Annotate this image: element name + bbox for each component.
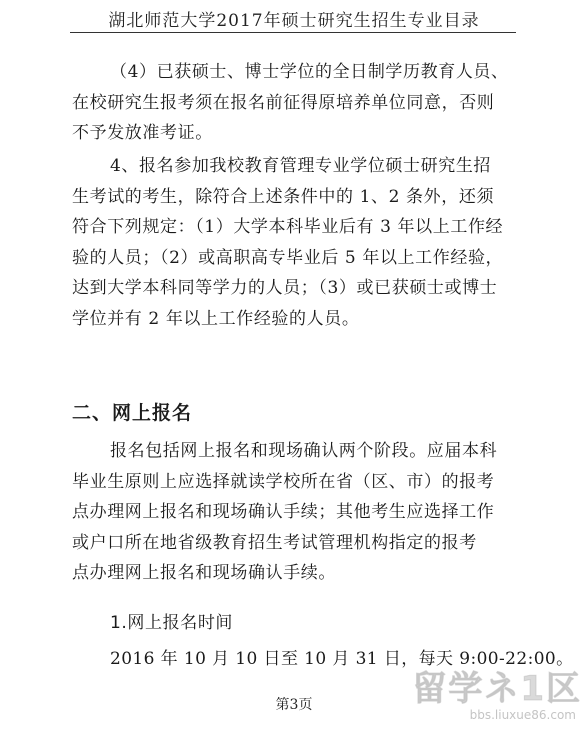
section-heading-online-registration: 二、网上报名 [72,402,193,424]
text-line: （4）已获硕士、博士学位的全日制学历教育人员、 [110,62,509,82]
text-line: 点办理网上报名和现场确认手续；其他考生应选择工作 [72,502,495,522]
text-line: 学位并有 2 年以上工作经验的人员。 [72,308,360,329]
text-line: 毕业生原则上应选择就读学校所在省（区、市）的报考 [72,471,495,492]
watermark-logo: 留学ネ1区 [412,669,582,709]
watermark-url: bbs.liuxue86.com [469,708,576,722]
paragraph-online-registration [72,436,532,589]
text-line: 4、报名参加我校教育管理专业学位硕士研究生招 [110,156,492,176]
header-divider [70,32,516,33]
text-line: 验的人员；（2）或高职高专毕业后 5 年以上工作经验， [72,247,504,268]
paragraph-item4 [72,151,532,334]
page-header-title: 湖北师范大学2017年硕士研究生招生专业目录 [108,11,480,31]
paragraph-item4-sub4 [72,57,532,149]
registration-date-range: 2016 年 10 月 10 日至 10 月 31 日，每天 9:00-22:00。 [110,649,574,669]
page-number: 第3页 [275,697,313,713]
text-line: 或户口所在地省级教育招生考试管理机构指定的报考 [72,532,477,553]
subheading-registration-time: 1.网上报名时间 [110,613,234,633]
text-line: 在校研究生报考须在报名前征得原培养单位同意，否则 [72,92,495,113]
text-line: 不予发放准考证。 [72,123,213,143]
text-line: 达到大学本科同等学力的人员；（3）或已获硕士或博士 [72,278,498,298]
text-line: 生考试的考生，除符合上述条件中的 1、2 条外，还须 [72,186,495,207]
text-line: 点办理网上报名和现场确认手续。 [72,563,336,583]
watermark [412,671,582,729]
text-line: 报名包括网上报名和现场确认两个阶段。应届本科 [110,441,498,461]
text-line: 符合下列规定：（1）大学本科毕业后有 3 年以上工作经 [72,217,504,237]
